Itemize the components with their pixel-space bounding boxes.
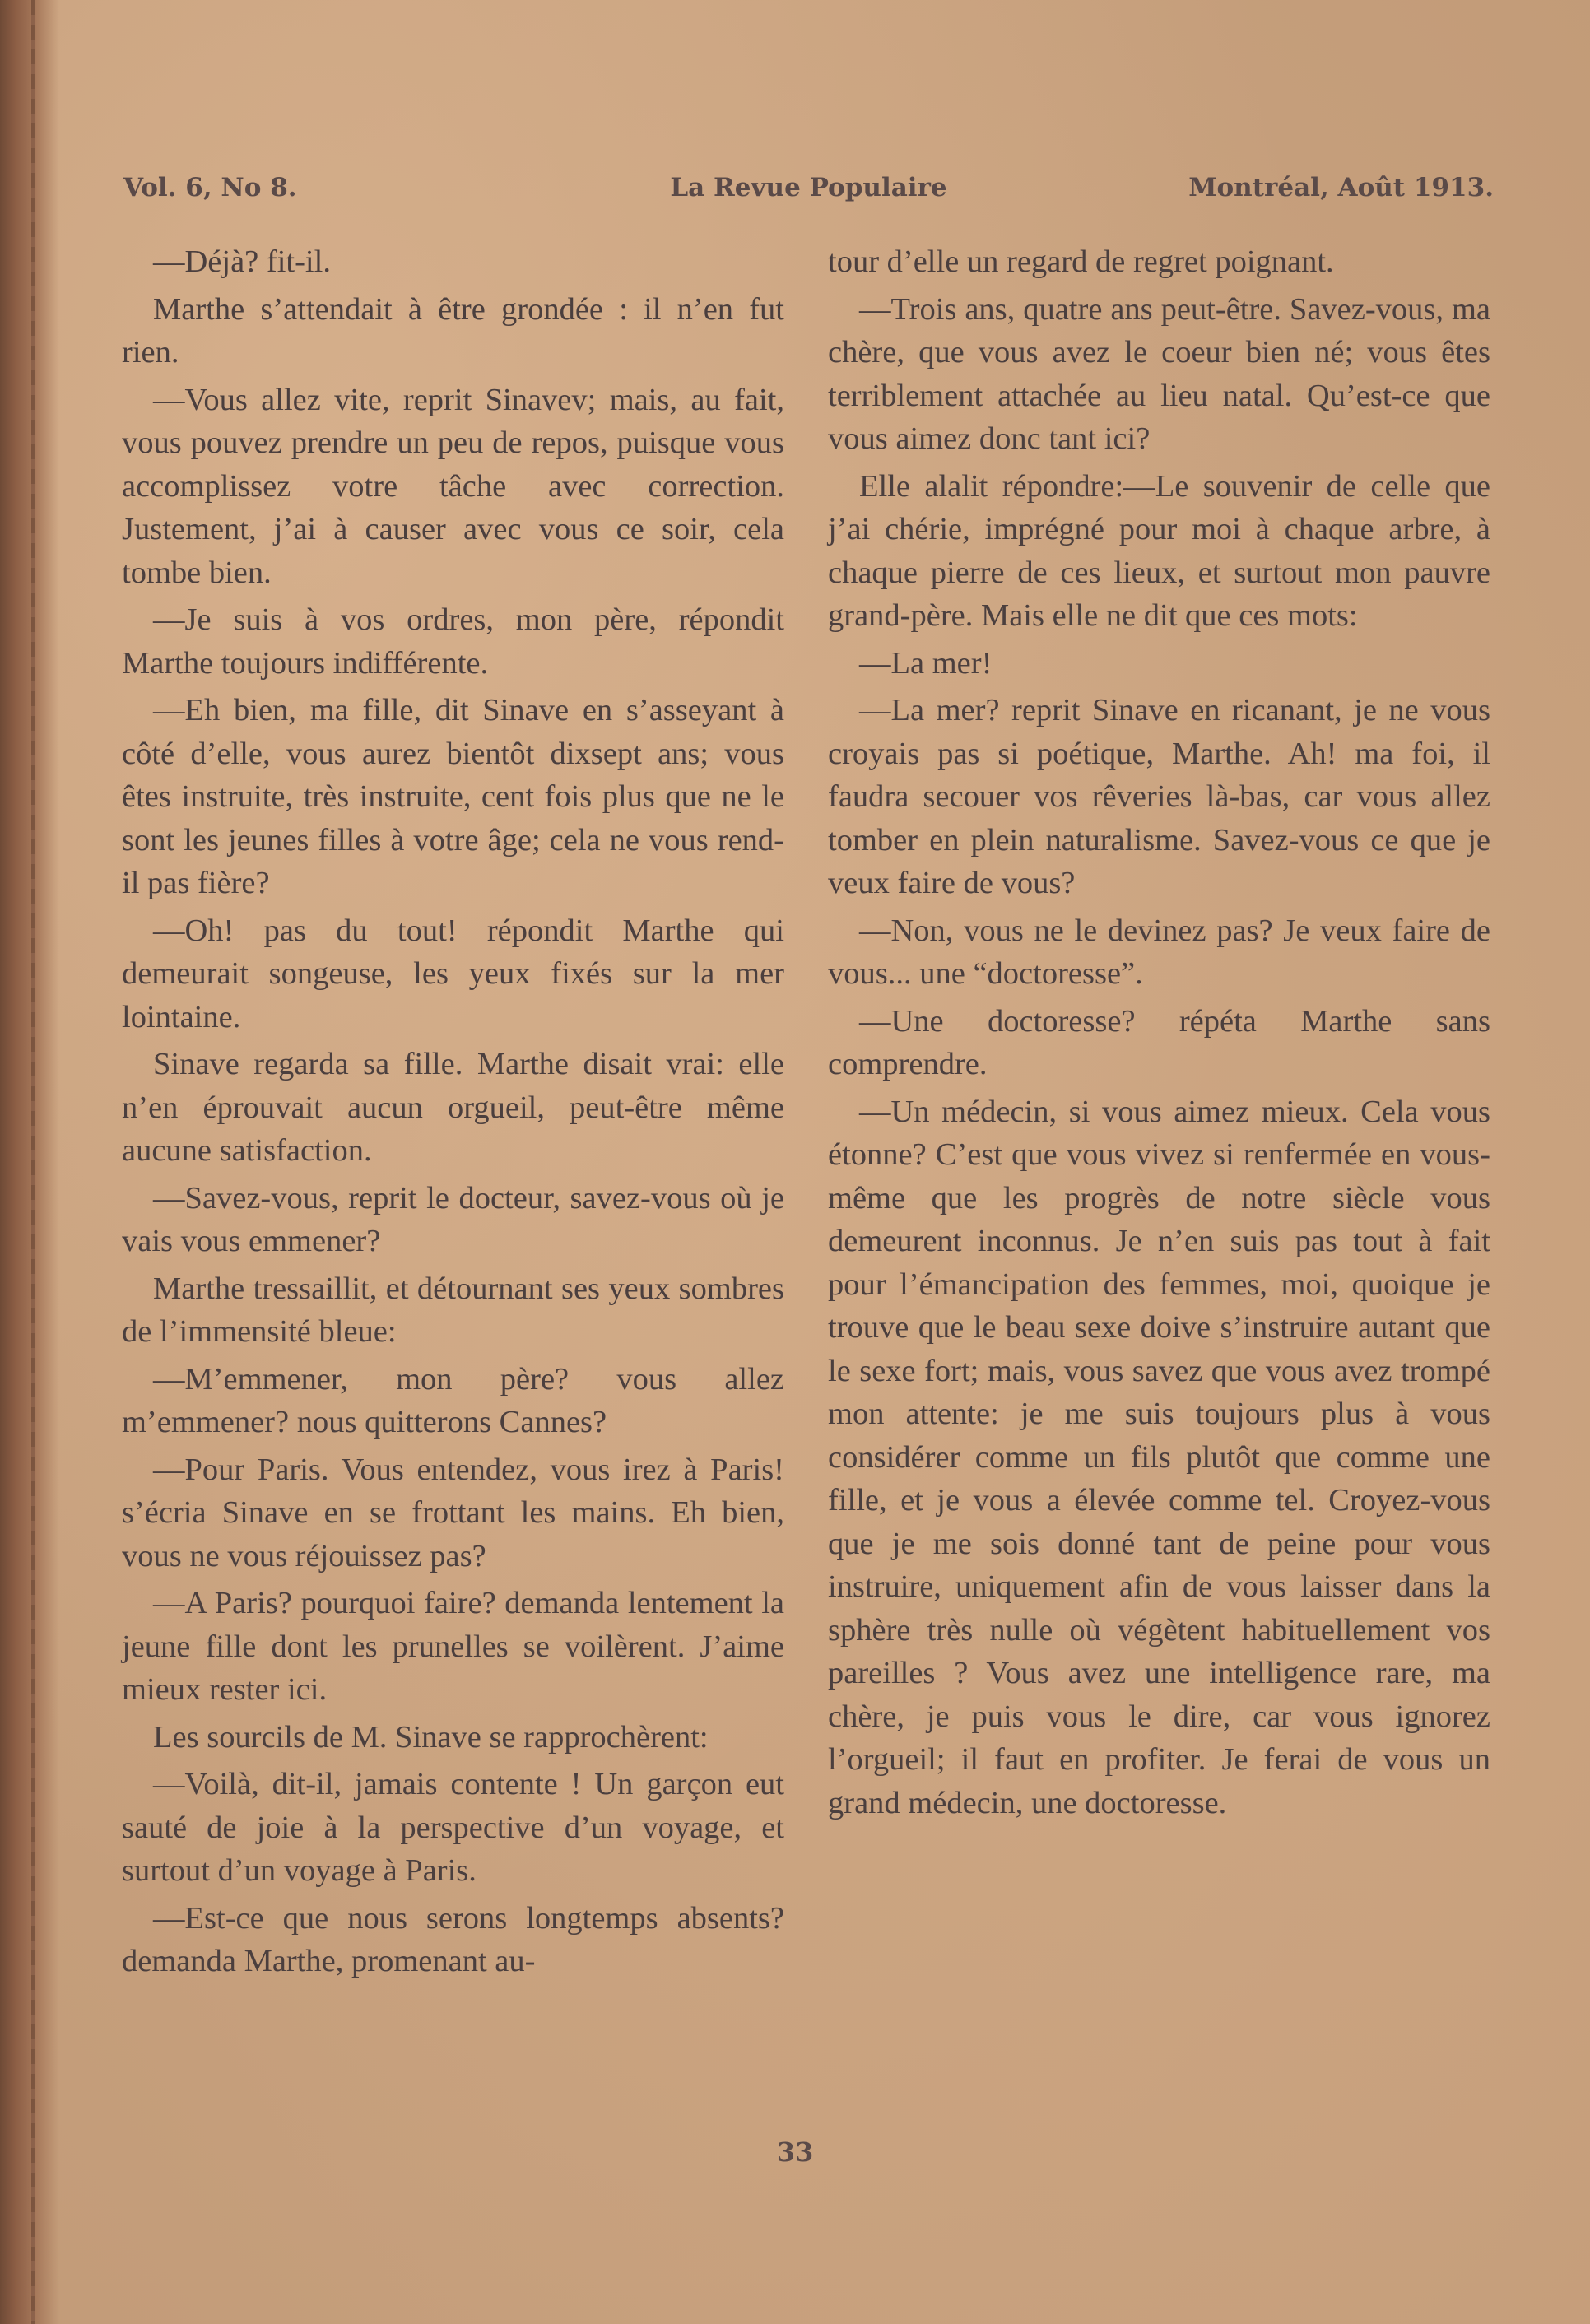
paragraph: —Un médecin, si vous aimez mieux. Cela vous étonne? C’est que vous vivez si renfermée en vous-même que les progrès de notre siècle vous demeurent inconnus. Je n’en suis pas tout à fait pour l’émancipation des femmes, moi, quoique je trouve que le beau sexe doive s’instruire autant que le sexe fort; mais, vous savez que vous avez trompé mon attente: je me suis toujours plus à vous considérer comme un fils plutôt que comme une fille, et je vous a élevée comme tel. Croyez-vous que je me sois donné tant de peine pour vous instruire, uniquement afin de vous laisser dans la sphère très nulle où végètent habituellement vos pareilles ? Vous avez une intelligence rare, ma chère, je puis vous le dire, car vous ignorez l’orgueil; il faut en profiter. Je ferai de vous un grand médecin, une doctoresse. bbox=[828, 1094, 1490, 1820]
right-text-column bbox=[828, 240, 1490, 1829]
paragraph: —Est-ce que nous serons longtemps absents? demanda Marthe, promenant au- bbox=[122, 1900, 784, 1978]
journal-title: La Revue Populaire bbox=[670, 173, 947, 202]
paragraph: Elle alalit répondre:—Le souvenir de celle que j’ai chérie, imprégné pour moi à chaque arbre, à chaque pierre de ces lieux, et surtout mon pauvre grand-père. Mais elle ne dit que ces mots: bbox=[828, 468, 1490, 633]
paragraph: —Déjà? fit-il. bbox=[153, 244, 331, 279]
paragraph: —Non, vous ne le devinez pas? Je veux faire de vous... une “doctoresse”. bbox=[828, 913, 1490, 991]
paragraph-continuation: tour d’elle un regard de regret poignant. bbox=[828, 244, 1334, 279]
paragraph: Marthe tressaillit, et détournant ses yeux sombres de l’immensité bleue: bbox=[122, 1271, 784, 1349]
paragraph: Marthe s’attendait à être grondée : il n’en fut rien. bbox=[122, 291, 784, 370]
paragraph: —A Paris? pourquoi faire? demanda lentement la jeune fille dont les prunelles se voilèrent. J’aime mieux rester ici. bbox=[122, 1586, 784, 1707]
book-binding-edge bbox=[0, 0, 59, 2324]
paragraph: —Vous allez vite, reprit Sinavev; mais, au fait, vous pouvez prendre un peu de repos, puisque vous accomplissez votre tâche avec correction. Justement, j’ai à causer avec vous ce soir, cela tombe bien. bbox=[122, 382, 784, 590]
paragraph: —La mer? reprit Sinave en ricanant, je ne vous croyais pas si poétique, Marthe. Ah! ma foi, il faudra secouer vos rêveries là-bas, car vous allez tomber en plein naturalisme. Savez-vous ce que je veux faire de vous? bbox=[828, 693, 1490, 900]
paragraph: —Voilà, dit-il, jamais contente ! Un garçon eut sauté de joie à la perspective d’un voyage, et surtout d’un voyage à Paris. bbox=[122, 1767, 784, 1888]
paragraph: —Je suis à vos ordres, mon père, répondit Marthe toujours indifférente. bbox=[122, 602, 784, 681]
paragraph: —Une doctoresse? répéta Marthe sans comprendre. bbox=[828, 1003, 1490, 1081]
left-text-column bbox=[122, 240, 784, 1987]
paragraph: —Eh bien, ma fille, dit Sinave en s’asseyant à côté d’elle, vous aurez bientôt dixsept ans; vous êtes instruite, très instruite, cent fois plus que ne le sont les jeunes filles à votre âge; cela ne vous rend-il pas fière? bbox=[122, 693, 784, 900]
paragraph: Les sourcils de M. Sinave se rapprochèrent: bbox=[153, 1719, 709, 1755]
paragraph: —Trois ans, quatre ans peut-être. Savez-vous, ma chère, que vous avez le coeur bien né; vous êtes terriblement attachée au lieu natal. Qu’est-ce que vous aimez donc tant ici? bbox=[828, 291, 1490, 456]
running-header bbox=[123, 173, 1494, 211]
paragraph: —M’emmener, mon père? vous allez m’emmener? nous quitterons Cannes? bbox=[122, 1361, 784, 1439]
paragraph: —Savez-vous, reprit le docteur, savez-vous où je vais vous emmener? bbox=[122, 1180, 784, 1258]
paragraph: —Pour Paris. Vous entendez, vous irez à Paris! s’écria Sinave en se frottant les mains. Eh bien, vous ne vous réjouissez pas? bbox=[122, 1452, 784, 1573]
paragraph: —Oh! pas du tout! répondit Marthe qui demeurait songeuse, les yeux fixés sur la mer lointaine. bbox=[122, 913, 784, 1034]
place-and-date: Montréal, Août 1913. bbox=[1188, 173, 1494, 202]
paragraph: —La mer! bbox=[859, 645, 993, 681]
volume-number: Vol. 6, No 8. bbox=[123, 173, 297, 202]
page-number: 33 bbox=[776, 2136, 814, 2168]
paragraph: Sinave regarda sa fille. Marthe disait vrai: elle n’en éprouvait aucun orgueil, peut-être même aucune satisfaction. bbox=[122, 1047, 784, 1168]
